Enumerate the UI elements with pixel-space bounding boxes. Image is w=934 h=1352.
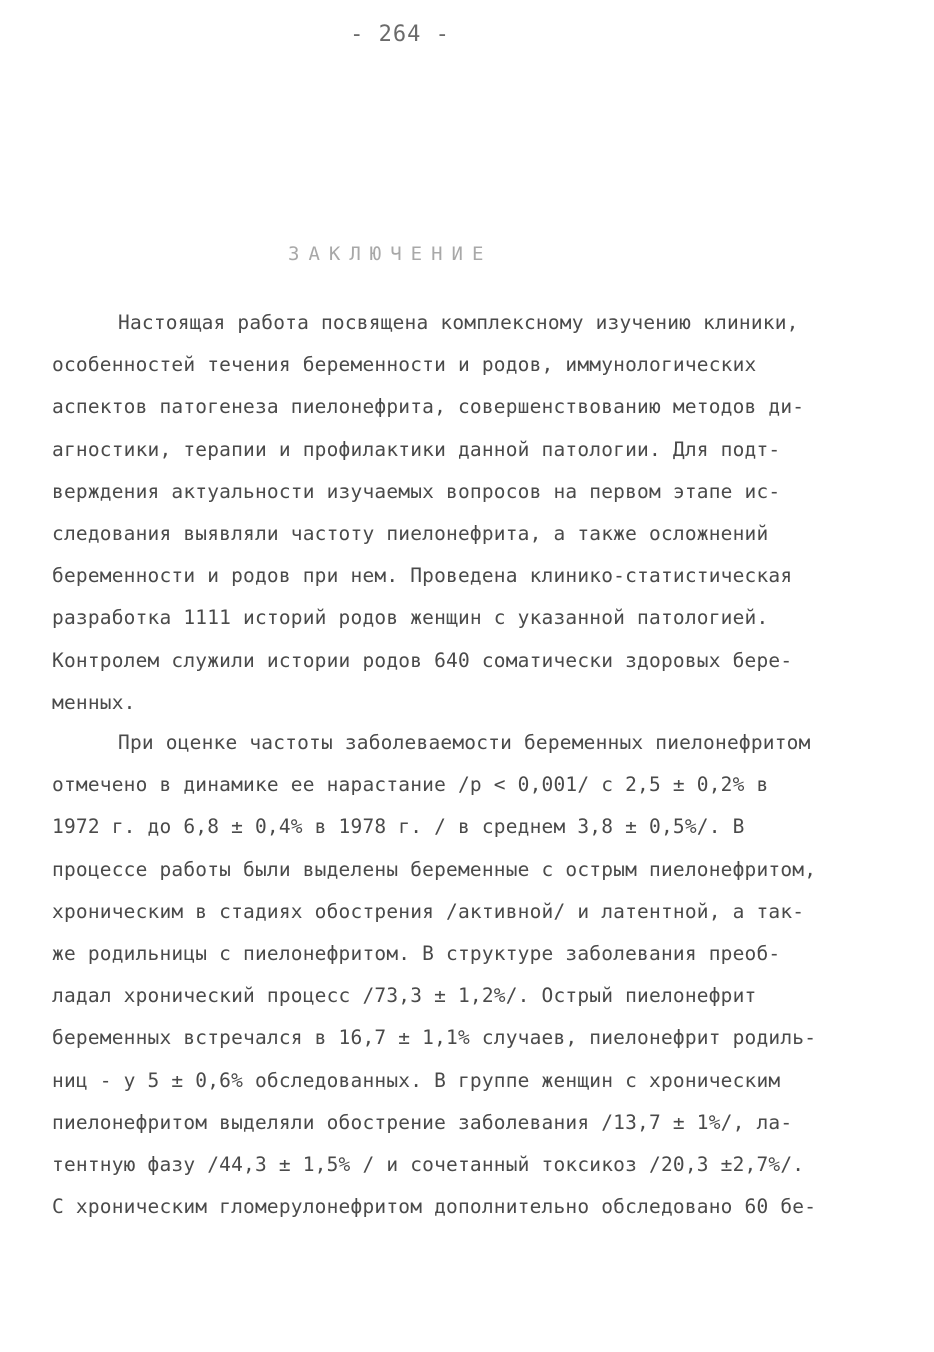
- paragraph-2: [52, 722, 887, 1228]
- text-line: Контролем служили истории родов 640 соматически здоровых бере-: [52, 648, 793, 672]
- section-heading: ЗАКЛЮЧЕНИЕ: [288, 243, 493, 265]
- text-line: 1972 г. до 6,8 ± 0,4% в 1978 г. / в среднем 3,8 ± 0,5%/. В: [52, 815, 745, 839]
- paragraph-1: [52, 302, 887, 724]
- text-line: аспектов патогенеза пиелонефрита, совершенствованию методов ди-: [52, 395, 805, 419]
- text-line: отмечено в динамике ее нарастание /р < 0,001/ с 2,5 ± 0,2% в: [52, 773, 769, 797]
- page-number: - 264 -: [350, 22, 450, 47]
- text-line: При оценке частоты заболеваемости беременных пиелонефритом: [118, 731, 811, 754]
- text-line: пиелонефритом выделяли обострение заболевания /13,7 ± 1%/, ла-: [52, 1110, 793, 1134]
- text-line: разработка 1111 историй родов женщин с указанной патологией.: [52, 606, 769, 630]
- text-line: ниц - у 5 ± 0,6% обследованных. В группе женщин с хроническим: [52, 1068, 781, 1092]
- text-line: тентную фазу /44,3 ± 1,5% / и сочетанный токсикоз /20,3 ±2,7%/.: [52, 1152, 805, 1176]
- text-line: агностики, терапии и профилактики данной патологии. Для подт-: [52, 437, 781, 461]
- text-line: следования выявляли частоту пиелонефрита, а также осложнений: [52, 521, 769, 545]
- text-line: процессе работы были выделены беременные с острым пиелонефритом,: [52, 857, 817, 881]
- text-line: особенностей течения беременности и родов, иммунологических: [52, 353, 757, 377]
- text-line: С хроническим гломерулонефритом дополнительно обследовано 60 бе-: [52, 1195, 817, 1219]
- text-line: беременных встречался в 16,7 ± 1,1% случаев, пиелонефрит родиль-: [52, 1026, 817, 1050]
- text-line: ладал хронический процесс /73,3 ± 1,2%/. Острый пиелонефрит: [52, 984, 757, 1008]
- text-line: верждения актуальности изучаемых вопросов на первом этапе ис-: [52, 479, 781, 503]
- text-line: Настоящая работа посвящена комплексному изучению клиники,: [118, 311, 799, 334]
- text-line: хроническим в стадиях обострения /активной/ и латентной, а так-: [52, 899, 805, 923]
- text-line: беременности и родов при нем. Проведена клинико-статистическая: [52, 564, 793, 588]
- text-line: же родильницы с пиелонефритом. В структуре заболевания преоб-: [52, 941, 781, 965]
- text-line: менных.: [52, 690, 136, 714]
